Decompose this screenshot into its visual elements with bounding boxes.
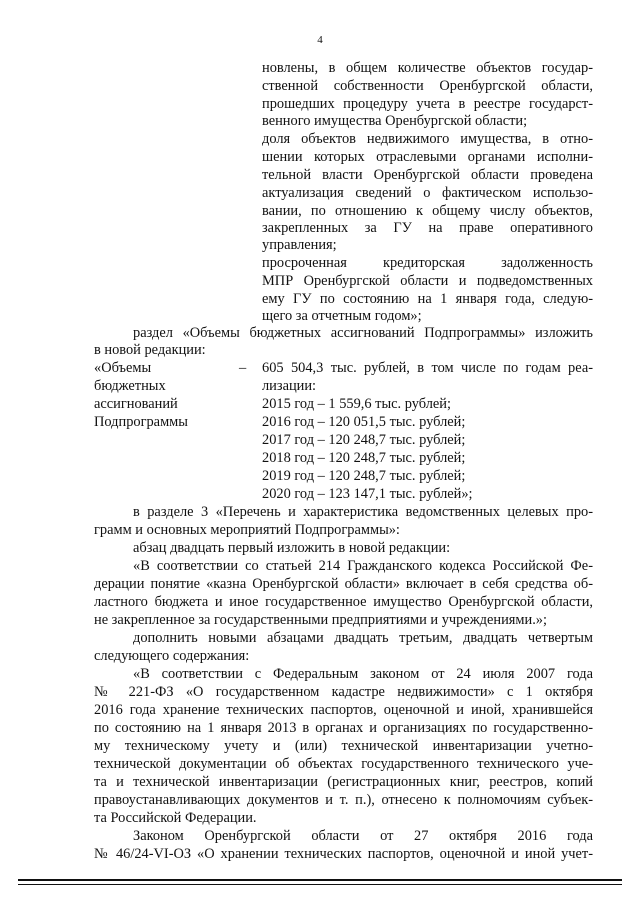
indicator-line: вании, по отношению к общему числу объектов,	[262, 203, 593, 219]
indicator-line: МПР Оренбургской области и подведомственных	[262, 273, 593, 289]
indicator-line: тельной власти Оренбургской области проведена	[262, 167, 593, 183]
budget-value-line: 2017 год – 120 248,7 тыс. рублей;	[262, 432, 466, 448]
body-line: му техническому учету и (или) технической инвентаризации учетно-	[94, 738, 593, 754]
indicator-line: управления;	[262, 237, 337, 253]
page-number: 4	[317, 34, 323, 46]
indicator-line: ему ГУ по состоянию на 1 января года, следую-	[262, 291, 593, 307]
body-line: та Российской Федерации.	[94, 810, 257, 826]
indicator-line: щего за отчетным годом»;	[262, 308, 422, 324]
budget-value-line: 2016 год – 120 051,5 тыс. рублей;	[262, 414, 466, 430]
body-line: в разделе 3 «Перечень и характеристика ведомственных целевых про-	[133, 504, 593, 520]
body-line: правоустанавливающих документов и т. п.), отнесено к полномочиям субъек-	[94, 792, 593, 808]
indicator-line: венного имущества Оренбургской области;	[262, 113, 528, 129]
body-line: та и технической инвентаризации (регистрационных книг, реестров, копий	[94, 774, 593, 790]
body-line: не закрепленное за государственными предприятиями и учреждениями.»;	[94, 612, 548, 628]
indicator-line: просроченная кредиторская задолженность	[262, 255, 593, 271]
indicator-line: ственной собственности Оренбургской области,	[262, 78, 593, 94]
body-line: ластного бюджета и иное государственное имущество Оренбургской области,	[94, 594, 593, 610]
indicator-line: шении которых отраслевыми органами исполни-	[262, 149, 593, 165]
body-line: № 46/24-VI-ОЗ «О хранении технических паспортов, оценочной и иной учет-	[94, 846, 593, 862]
body-line: «В соответствии с Федеральным законом от 24 июля 2007 года	[133, 666, 593, 682]
body-line: следующего содержания:	[94, 648, 250, 664]
indicator-line: актуализация сведений о фактическом использо-	[262, 185, 593, 201]
body-line: 2016 года хранение технических паспортов, оценочной и иной, хранившейся	[94, 702, 593, 718]
body-line: грамм и основных мероприятий Подпрограммы»:	[94, 522, 400, 538]
budget-value-line: 2019 год – 120 248,7 тыс. рублей;	[262, 468, 466, 484]
indicator-line: новлены, в общем количестве объектов государ-	[262, 60, 593, 76]
budget-dash: –	[239, 360, 247, 376]
budget-value-line: 2018 год – 120 248,7 тыс. рублей;	[262, 450, 466, 466]
budget-value-line: лизации:	[262, 378, 317, 394]
budget-label-line: ассигнований	[94, 396, 178, 412]
body-line: «В соответствии со статьей 214 Гражданского кодекса Российской Фе-	[133, 558, 593, 574]
bottom-rule	[18, 884, 622, 885]
section-intro-line: раздел «Объемы бюджетных ассигнований Подпрограммы» изложить	[133, 325, 593, 341]
section-intro-line: в новой редакции:	[94, 342, 206, 358]
body-line: дополнить новыми абзацами двадцать третьим, двадцать четвертым	[133, 630, 593, 646]
body-line: № 221-ФЗ «О государственном кадастре недвижимости» с 1 октября	[94, 684, 593, 700]
budget-value-line: 2020 год – 123 147,1 тыс. рублей»;	[262, 486, 473, 502]
body-line: Законом Оренбургской области от 27 октября 2016 года	[133, 828, 593, 844]
body-line: дерации понятие «казна Оренбургской области» включает в себя средства об-	[94, 576, 593, 592]
indicator-line: прошедших процедуру учета в реестре государст-	[262, 96, 593, 112]
indicator-line: закрепленных за ГУ на праве оперативного	[262, 220, 593, 236]
bottom-rule	[18, 879, 622, 881]
budget-value-line: 2015 год – 1 559,6 тыс. рублей;	[262, 396, 451, 412]
body-line: по состоянию на 1 января 2013 в органах и организациях по государственно-	[94, 720, 593, 736]
budget-label-line: Подпрограммы	[94, 414, 188, 430]
indicator-line: доля объектов недвижимого имущества, в отно-	[262, 131, 593, 147]
body-line: абзац двадцать первый изложить в новой редакции:	[133, 540, 451, 556]
budget-label-line: «Объемы	[94, 360, 152, 376]
budget-label-line: бюджетных	[94, 378, 166, 394]
budget-value-line: 605 504,3 тыс. рублей, в том числе по годам реа-	[262, 360, 593, 376]
body-line: технической документации об объектах государственного технического уче-	[94, 756, 593, 772]
